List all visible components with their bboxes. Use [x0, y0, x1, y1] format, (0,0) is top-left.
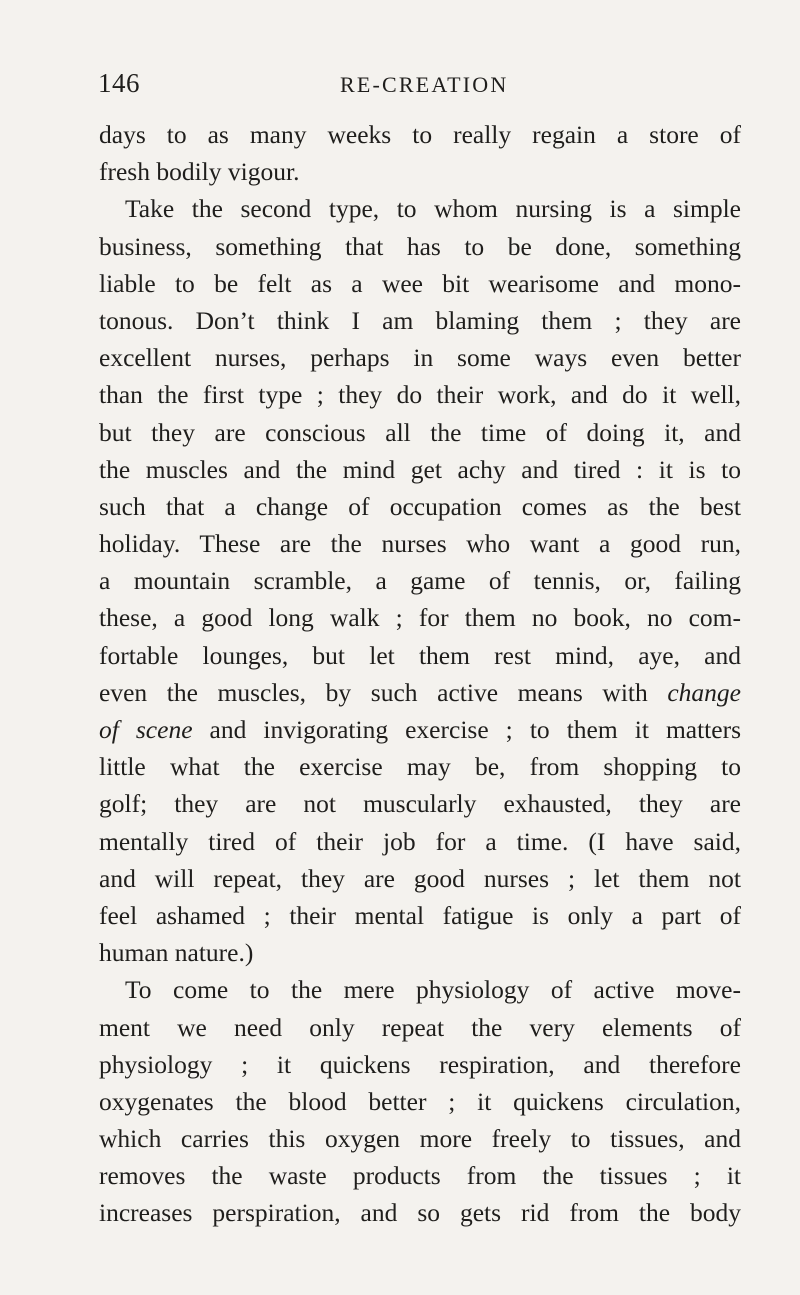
text-line: business, something that has to be done, something	[99, 231, 741, 261]
text-line: oxygenates the blood better ; it quickens circulation,	[99, 1086, 741, 1116]
text-line: golf; they are not muscularly exhausted, they are	[99, 789, 741, 819]
text-run: and invigorating exercise ; to them it matters	[192, 715, 741, 744]
text-line: little what the exercise may be, from shopping to	[99, 752, 741, 782]
text-line: the muscles and the mind get achy and tired : it is to	[99, 454, 741, 484]
text-line	[99, 674, 741, 711]
italic-run: change	[667, 677, 741, 707]
text-line: holiday. These are the nurses who want a good run,	[99, 529, 741, 559]
text-line	[99, 711, 741, 748]
text-line: mentally tired of their job for a time. (I have said,	[99, 826, 741, 856]
text-line: such that a change of occupation comes as the best	[99, 491, 741, 521]
text-line: To come to the mere physiology of active move-	[125, 975, 741, 1005]
text-run: even the muscles, by such active means with	[99, 677, 668, 707]
page-number: 146	[98, 68, 140, 98]
text-line: which carries this oxygen more freely to tissues, and	[99, 1124, 741, 1154]
text-line: Take the second type, to whom nursing is a simple	[125, 194, 741, 224]
text-line: human nature.)	[99, 938, 254, 968]
text-line: fresh bodily vigour.	[99, 157, 300, 187]
text-line: removes the waste products from the tissues ; it	[99, 1161, 741, 1191]
text-line: increases perspiration, and so gets rid from the body	[99, 1198, 741, 1228]
italic-run: of scene	[99, 715, 193, 744]
text-line: and will repeat, they are good nurses ; let them not	[99, 863, 741, 893]
text-line: feel ashamed ; their mental fatigue is only a part of	[99, 900, 741, 930]
text-line: fortable lounges, but let them rest mind, aye, and	[99, 640, 741, 670]
text-line: tonous. Don’t think I am blaming them ; they are	[99, 305, 741, 335]
text-line: a mountain scramble, a game of tennis, or, failing	[99, 566, 741, 596]
text-line: physiology ; it quickens respiration, and therefore	[99, 1049, 741, 1079]
text-line: liable to be felt as a wee bit wearisome and mono-	[99, 268, 741, 298]
running-title: RE-CREATION	[340, 72, 509, 97]
text-line: than the first type ; they do their work, and do it well,	[99, 380, 741, 410]
body-text	[99, 116, 741, 1232]
running-head	[98, 68, 740, 108]
text-line: these, a good long walk ; for them no book, no com-	[99, 603, 741, 633]
text-line: excellent nurses, perhaps in some ways even better	[99, 343, 741, 373]
text-line: days to as many weeks to really regain a store of	[99, 120, 741, 149]
text-line: ment we need only repeat the very elements of	[99, 1012, 741, 1042]
text-line: but they are conscious all the time of doing it, and	[99, 417, 741, 447]
